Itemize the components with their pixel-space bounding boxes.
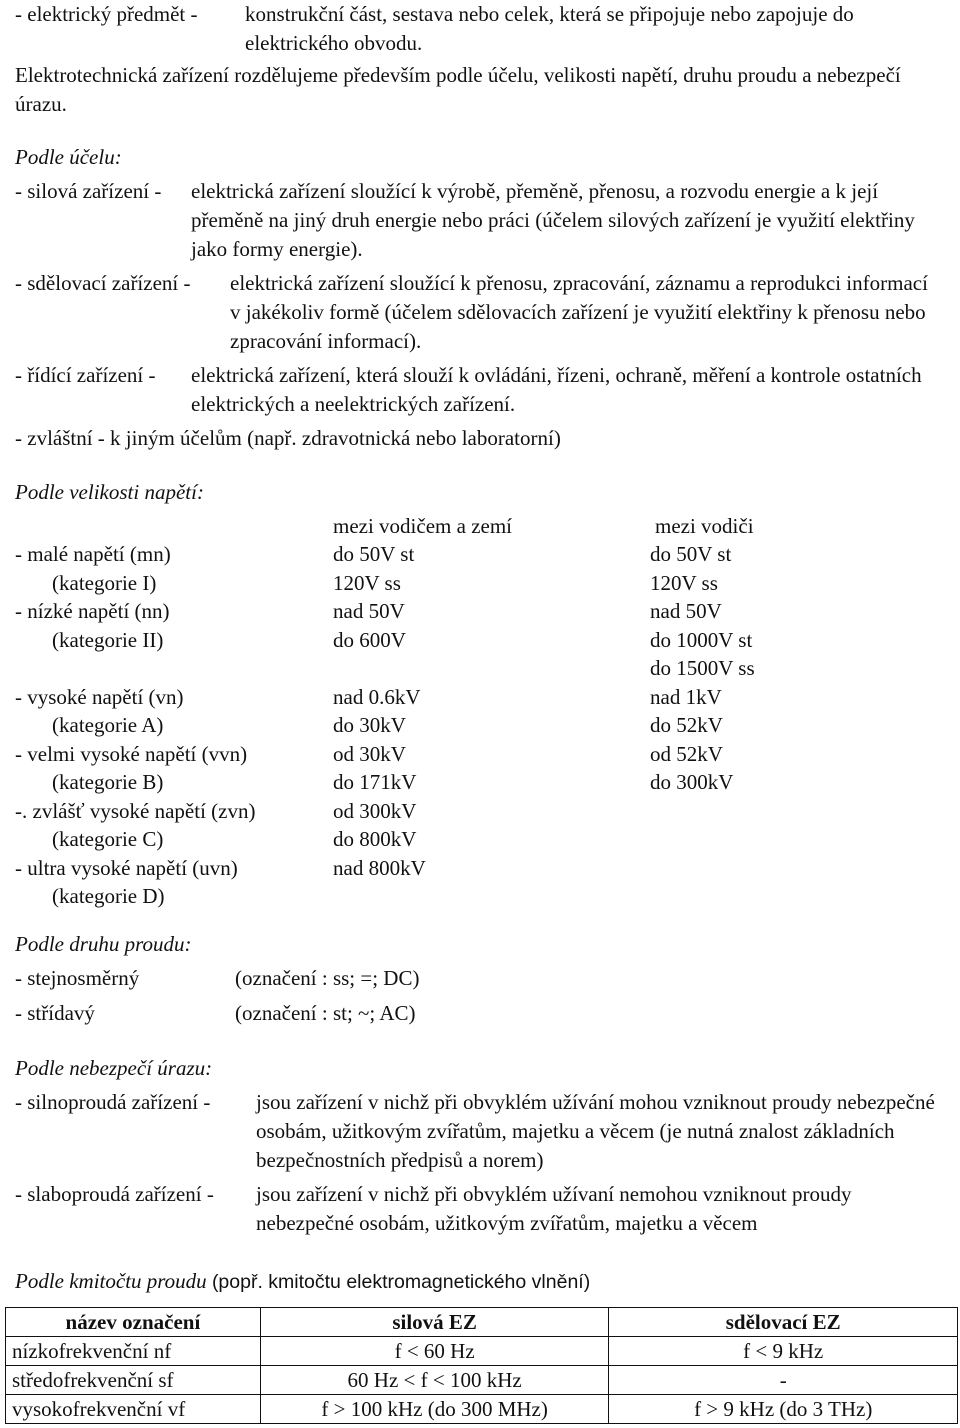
uraz-desc: jsou zařízení v nichž při obvyklém užívaní nemohou vzniknout proudy nebezpečné osobám, užitkovým zvířatům, majetku a věcem xyxy=(256,1182,852,1235)
col-header-vodici: mezi vodiči xyxy=(655,514,754,538)
napeti-row-zem: do 171kV xyxy=(333,770,417,794)
intro-item xyxy=(15,0,940,58)
table-header-cell: název označení xyxy=(6,1308,261,1337)
napeti-row-zem: nad 0.6kV xyxy=(333,685,421,709)
heading-kmitocet xyxy=(15,1267,590,1297)
table-cell: vysokofrekvenční vf xyxy=(6,1395,261,1424)
table-row xyxy=(6,1395,958,1424)
napeti-row-vodici: do 52kV xyxy=(650,713,723,737)
kmitocet-table xyxy=(5,1307,958,1424)
intro-paragraph: Elektrotechnická zařízení rozdělujeme především podle účelu, velikosti napětí, druhu proudu a nebezpečí úrazu. xyxy=(15,63,901,116)
ucel-item-ridici xyxy=(15,361,940,419)
uraz-term: - slaboproudá zařízení - xyxy=(15,1182,214,1206)
napeti-row-name: (kategorie II) xyxy=(52,628,164,652)
heading-ucel: Podle účelu: xyxy=(15,145,122,169)
napeti-row-name: (kategorie B) xyxy=(52,770,164,794)
ucel-desc: elektrická zařízení, která slouží k ovládáni, řízeni, ochraně, měření a kontrole ostatních elektrických a neelektrických zařízení. xyxy=(191,363,922,416)
intro-item-desc: konstrukční část, sestava nebo celek, která se připojuje nebo zapojuje do elektrického obvodu. xyxy=(245,2,854,55)
napeti-row-zem: nad 50V xyxy=(333,599,405,623)
napeti-row-name: -. zvlášť vysoké napětí (zvn) xyxy=(15,799,256,823)
napeti-row-vodici: nad 1kV xyxy=(650,685,722,709)
table-cell: f > 9 kHz (do 3 THz) xyxy=(609,1395,958,1424)
uraz-term: - silnoproudá zařízení - xyxy=(15,1090,211,1114)
table-header-row xyxy=(6,1308,958,1337)
heading-uraz: Podle nebezpečí úrazu: xyxy=(15,1056,213,1080)
napeti-row-vodici: nad 50V xyxy=(650,599,722,623)
table-cell: 60 Hz < f < 100 kHz xyxy=(260,1366,609,1395)
napeti-row-zem: do 30kV xyxy=(333,713,406,737)
table-row xyxy=(6,1366,958,1395)
table-cell: středofrekvenční sf xyxy=(6,1366,261,1395)
napeti-row-zem: 120V ss xyxy=(333,571,401,595)
table-cell: f < 60 Hz xyxy=(260,1337,609,1366)
ucel-desc: elektrická zařízení sloužící k přenosu, zpracování, záznamu a reprodukci informací v jakékoliv formě (účelem sdělovacích zařízení je využití elektřiny k přenosu nebo zpracování informací). xyxy=(230,271,928,353)
napeti-row-name: - nízké napětí (nn) xyxy=(15,599,170,623)
napeti-row-zem: do 50V st xyxy=(333,542,415,566)
table-cell: - xyxy=(609,1366,958,1395)
ucel-item-sdelovaci xyxy=(15,269,940,356)
napeti-row-zem: nad 800kV xyxy=(333,856,426,880)
napeti-row-vodici: od 52kV xyxy=(650,742,723,766)
napeti-row-name: (kategorie C) xyxy=(52,827,164,851)
napeti-row-vodici: do 50V st xyxy=(650,542,732,566)
proud-term: - stejnosměrný xyxy=(15,966,140,990)
heading-proud: Podle druhu proudu: xyxy=(15,932,192,956)
heading-kmitocet-note: (popř. kmitočtu elektromagnetického vlnění) xyxy=(211,1271,591,1293)
proud-note: (označení : st; ~; AC) xyxy=(235,1001,416,1025)
napeti-row-vodici: 120V ss xyxy=(650,571,718,595)
proud-note: (označení : ss; =; DC) xyxy=(235,966,420,990)
ucel-item-silova xyxy=(15,177,940,264)
napeti-row-name: (kategorie A) xyxy=(52,713,164,737)
napeti-row-vodici: do 1000V st xyxy=(650,628,753,652)
col-header-zem: mezi vodičem a zemí xyxy=(333,514,513,538)
uraz-item-silnoproud xyxy=(15,1088,940,1175)
napeti-row-zem: od 300kV xyxy=(333,799,417,823)
table-cell: f < 9 kHz xyxy=(609,1337,958,1366)
table-cell: f > 100 kHz (do 300 MHz) xyxy=(260,1395,609,1424)
napeti-row-vodici: do 300kV xyxy=(650,770,734,794)
ucel-desc: elektrická zařízení sloužící k výrobě, přeměně, přenosu, a rozvodu energie a k její přeměně na jiný druh energie nebo práci (účelem silových zařízení je využití elektřiny jako formy energie). xyxy=(191,179,915,261)
napeti-row-vodici: do 1500V ss xyxy=(650,656,755,680)
napeti-row-zem: do 600V xyxy=(333,628,406,652)
napeti-row-name: (kategorie D) xyxy=(52,884,165,908)
napeti-row-name: - ultra vysoké napětí (uvn) xyxy=(15,856,238,880)
ucel-item-zvlastni: - zvláštní - k jiným účelům (např. zdravotnická nebo laboratorní) xyxy=(15,426,561,450)
ucel-term: - sdělovací zařízení - xyxy=(15,271,191,295)
ucel-term: - řídící zařízení - xyxy=(15,363,156,387)
table-header-cell: silová EZ xyxy=(260,1308,609,1337)
napeti-row-name: (kategorie I) xyxy=(52,571,157,595)
intro-item-term: - elektrický předmět - xyxy=(15,2,198,26)
proud-term: - střídavý xyxy=(15,1001,95,1025)
napeti-row-zem: do 800kV xyxy=(333,827,417,851)
table-header-cell: sdělovací EZ xyxy=(609,1308,958,1337)
napeti-row-name: - velmi vysoké napětí (vvn) xyxy=(15,742,248,766)
ucel-term: - silová zařízení - xyxy=(15,179,162,203)
uraz-item-slaboproud xyxy=(15,1180,940,1238)
heading-kmitocet-title: Podle kmitočtu proudu xyxy=(15,1269,207,1293)
napeti-row-zem: od 30kV xyxy=(333,742,406,766)
napeti-row-name: - malé napětí (mn) xyxy=(15,542,171,566)
table-row xyxy=(6,1337,958,1366)
napeti-row-name: - vysoké napětí (vn) xyxy=(15,685,184,709)
uraz-desc: jsou zařízení v nichž při obvyklém užívání mohou vzniknout proudy nebezpečné osobám, užitkovým zvířatům, majetku a věcem (je nutná znalost základních bezpečnostních předpisů a norem) xyxy=(256,1090,935,1172)
table-cell: nízkofrekvenční nf xyxy=(6,1337,261,1366)
heading-napeti: Podle velikosti napětí: xyxy=(15,480,204,504)
